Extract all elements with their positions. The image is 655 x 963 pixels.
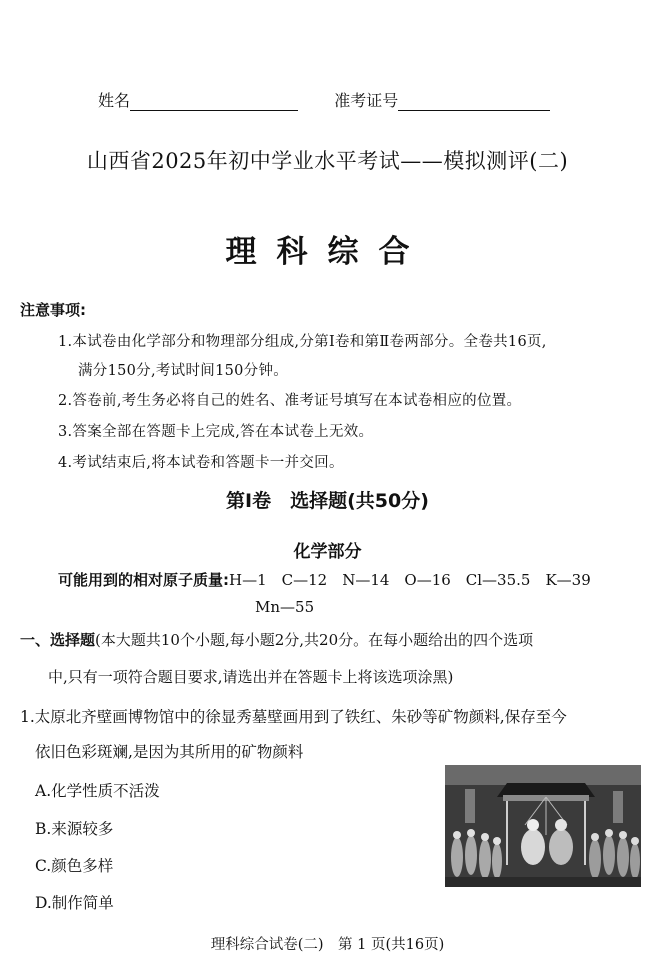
page-footer: 理科综合试卷(二) 第 1 页(共16页) (210, 937, 445, 953)
option-d[interactable]: D.制作简单 (35, 894, 114, 912)
atomic-mass-values: H—1 C—12 N—14 O—16 Cl—35.5 K—39 (229, 571, 591, 589)
section-title: 第Ⅰ卷 选择题(共50分) (226, 490, 429, 512)
question-1-stem-cont: 依旧色彩斑斓,是因为其所用的矿物颜料 (35, 743, 304, 761)
question-1-stem: 1.太原北齐壁画博物馆中的徐显秀墓壁画用到了铁红、朱砂等矿物颜料,保存至今 (20, 708, 567, 726)
option-a[interactable]: A.化学性质不活泼 (35, 782, 160, 800)
notice-item: 满分150分,考试时间150分钟。 (78, 363, 289, 379)
notice-heading: 注意事项: (20, 301, 86, 319)
notice-item: 1.本试卷由化学部分和物理部分组成,分第Ⅰ卷和第Ⅱ卷两部分。全卷共16页, (58, 334, 547, 350)
subject-title: 理科综合 (225, 234, 430, 270)
option-c[interactable]: C.颜色多样 (35, 857, 114, 875)
exam-id-blank[interactable] (398, 94, 550, 111)
name-label: 姓名 (98, 91, 131, 110)
part-one-instructions: (本大题共10个小题,每小题2分,共20分。在每小题给出的四个选项 (95, 631, 534, 649)
atomic-mass-values-cont: Mn—55 (255, 598, 315, 616)
part-one-instructions-cont: 中,只有一项符合题目要求,请选出并在答题卡上将该选项涂黑) (48, 668, 454, 686)
exam-title: 山西省2025年初中学业水平考试——模拟测评(二) (86, 149, 569, 173)
atomic-mass-label: 可能用到的相对原子质量: (58, 571, 229, 589)
subsection-title: 化学部分 (293, 542, 362, 562)
atomic-mass-row (58, 569, 591, 590)
mural-image (445, 765, 641, 887)
notice-item: 4.考试结束后,将本试卷和答题卡一并交回。 (58, 455, 344, 471)
exam-id-label: 准考证号 (334, 91, 399, 110)
part-one-heading (20, 629, 533, 650)
option-b[interactable]: B.来源较多 (35, 820, 114, 838)
part-one-label: 一、选择题 (20, 631, 96, 649)
notice-item: 3.答案全部在答题卡上完成,答在本试卷上无效。 (58, 424, 374, 440)
candidate-info-row (98, 88, 550, 111)
notice-item: 2.答卷前,考生务必将自己的姓名、准考证号填写在本试卷相应的位置。 (58, 393, 522, 409)
name-blank[interactable] (130, 94, 298, 111)
